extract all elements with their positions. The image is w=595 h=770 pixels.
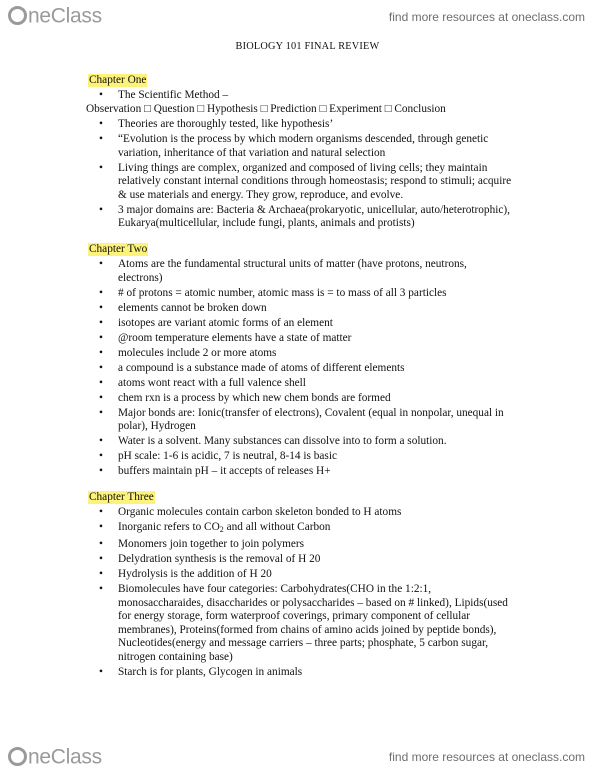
list-item: • isotopes are variant atomic forms of an element bbox=[88, 317, 513, 331]
subscript-two: 2 bbox=[219, 525, 224, 534]
logo-text: neClass bbox=[28, 4, 102, 28]
list-item: • Starch is for plants, Glycogen in animals bbox=[88, 666, 513, 680]
list-item: • elements cannot be broken down bbox=[88, 302, 513, 316]
list-item: • Water is a solvent. Many substances can dissolve into to form a solution. bbox=[88, 435, 513, 449]
scientific-method-flow: Observation □ Question □ Hypothesis □ Prediction □ Experiment □ Conclusion bbox=[86, 102, 446, 115]
inorganic-text: Inorganic refers to CO bbox=[118, 521, 220, 533]
chapter-three-heading: Chapter Three bbox=[89, 490, 154, 503]
footer-bar bbox=[0, 736, 595, 770]
document-title: BIOLOGY 101 FINAL REVIEW bbox=[235, 41, 380, 52]
oneclass-logo-footer[interactable] bbox=[8, 745, 102, 769]
logo-circle-icon bbox=[8, 747, 27, 766]
list-item: • Delydration synthesis is the removal of H 20 bbox=[88, 553, 513, 567]
chapter-three-list bbox=[88, 506, 513, 679]
list-item: • buffers maintain pH – it accepts of releases H+ bbox=[88, 465, 513, 479]
document-body bbox=[88, 40, 513, 691]
chapter-two-list bbox=[88, 258, 513, 479]
list-item: • pH scale: 1-6 is acidic, 7 is neutral, 8-14 is basic bbox=[88, 450, 513, 464]
list-item: • molecules include 2 or more atoms bbox=[88, 347, 513, 361]
chapter-two-heading: Chapter Two bbox=[89, 242, 148, 255]
list-item: • atoms wont react with a full valence shell bbox=[88, 377, 513, 391]
list-item: • Living things are complex, organized and composed of living cells; they maintain relatively constant internal conditions through homeostasis; respond to stimuli; acquire & use materials and energy. They grow, reproduce, and evolve. bbox=[88, 162, 513, 203]
list-item: • Major bonds are: Ionic(transfer of electrons), Covalent (equal in nonpolar, unequal in polar), Hydrogen bbox=[88, 407, 513, 434]
list-item: • @room temperature elements have a state of matter bbox=[88, 332, 513, 346]
list-item: • chem rxn is a process by which new chem bonds are formed bbox=[88, 392, 513, 406]
chapter-one-list bbox=[88, 89, 513, 103]
list-item: • Hydrolysis is the addition of H 20 bbox=[88, 568, 513, 582]
list-item: • a compound is a substance made of atoms of different elements bbox=[88, 362, 513, 376]
list-item: • Atoms are the fundamental structural units of matter (have protons, neutrons, electrons) bbox=[88, 258, 513, 285]
list-item: • Monomers join together to join polymers bbox=[88, 538, 513, 552]
header-bar bbox=[0, 0, 595, 30]
inorganic-text-end: and all without Carbon bbox=[223, 521, 331, 533]
resources-link[interactable]: find more resources at oneclass.com bbox=[388, 10, 585, 24]
list-item-inorganic bbox=[88, 521, 513, 537]
list-item: • “Evolution is the process by which modern organisms descended, through genetic variation, inheritance of that variation and natural selection bbox=[88, 133, 513, 160]
logo-circle-icon bbox=[8, 6, 27, 25]
logo-text: neClass bbox=[28, 745, 102, 769]
list-item: • The Scientific Method – bbox=[88, 89, 513, 103]
list-item: • Theories are thoroughly tested, like hypothesis’ bbox=[88, 118, 513, 132]
chapter-one-heading: Chapter One bbox=[89, 73, 147, 86]
resources-link-footer[interactable]: find more resources at oneclass.com bbox=[388, 750, 585, 764]
list-item: • # of protons = atomic number, atomic mass is = to mass of all 3 particles bbox=[88, 287, 513, 301]
chapter-one-list-continued bbox=[88, 118, 513, 231]
oneclass-logo[interactable] bbox=[8, 4, 102, 28]
list-item: • Organic molecules contain carbon skeleton bonded to H atoms bbox=[88, 506, 513, 520]
list-item: • 3 major domains are: Bacteria & Archaea(prokaryotic, unicellular, auto/heterotrophic), Eukarya(multicellular, include fungi, plants, animals and protists) bbox=[88, 204, 513, 231]
list-item: • Biomolecules have four categories: Carbohydrates(CHO in the 1:2:1, monosaccharaides, disaccharides or polysaccharides – based on # linked), Lipids(used for energy storage, form waterproof coverings, primary component of cellular membranes), Proteins(formed from chains of amino acids joined by peptide bonds), Nucleotides(energy and message carriers – three parts; phosphate, 5 carbon sugar, nitrogen containing base) bbox=[88, 583, 513, 664]
